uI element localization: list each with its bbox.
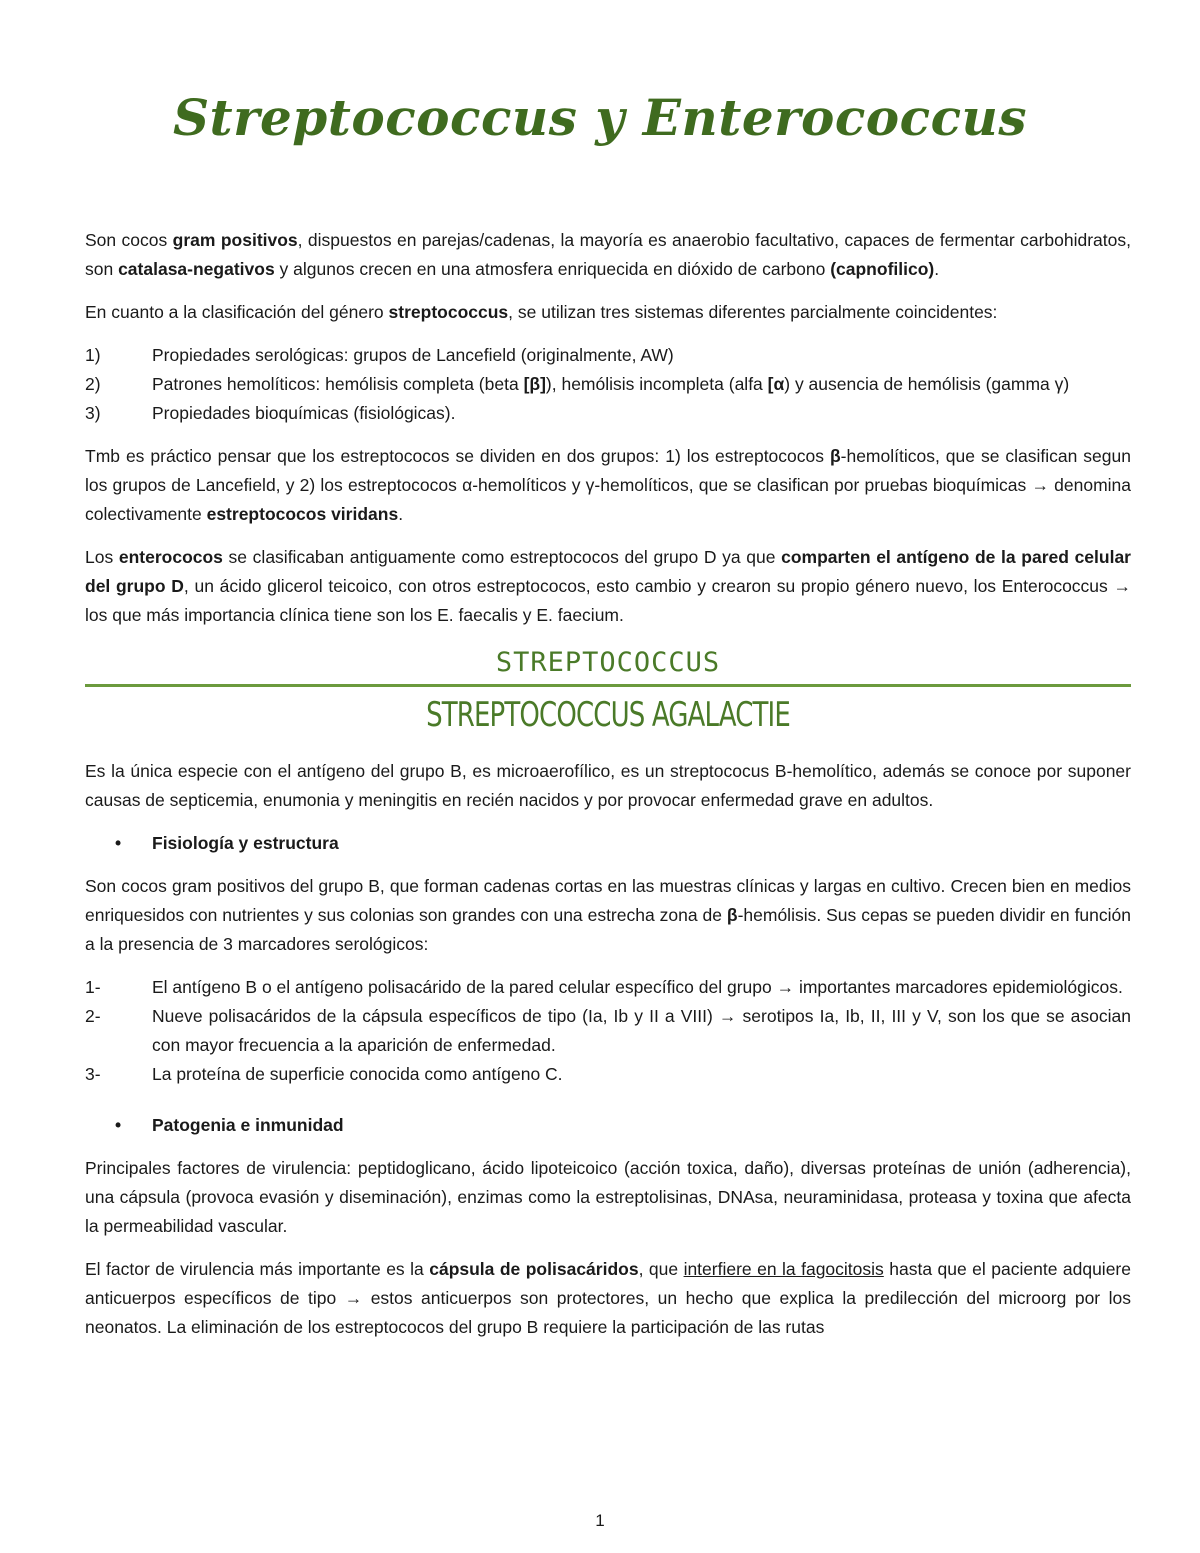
list-item: 2- Nueve polisacáridos de la cápsula específicos de tipo (Ia, Ib y II a VIII) → serotipos Ia, Ib, II, III y V, son los que se asocian con mayor frecuencia a la aparición de enfermedad. bbox=[85, 1006, 1131, 1055]
markers-list bbox=[85, 973, 1131, 1089]
virulence-paragraph: Principales factores de virulencia: peptidoglicano, ácido lipoteicoico (acción toxica, daño), diversas proteínas de unión (adherencia), una cápsula (provoca evasión y diseminación), enzimas como la estreptolisinas, DNAsa, neuraminidasa, proteasa y toxina que afecta la permeabilidad vascular. bbox=[85, 1158, 1131, 1236]
physiology-paragraph: Son cocos gram positivos del grupo B, que forman cadenas cortas en las muestras clínicas y largas en cultivo. Crecen bien en medios enriquesidos con nutrientes y sus colonias son grandes con una estrecha zona de β-hemólisis. Sus cepas se pueden dividir en función a la presencia de 3 marcadores serológicos: bbox=[85, 876, 1131, 954]
section-heading: STREPTOCOCCUS bbox=[495, 647, 721, 678]
document-title: Streptococcus y Enterococcus bbox=[172, 88, 1028, 147]
list-item: 1) Propiedades serológicas: grupos de Lancefield (originalmente, AW) bbox=[85, 345, 674, 365]
classification-list bbox=[85, 341, 1131, 428]
enterococos-paragraph: Los enterococos se clasificaban antiguamente como estreptococos del grupo D ya que comparten el antígeno de la pared celular del grupo D, un ácido glicerol teicoico, con otros estreptococos, esto cambio y crearon su propio género nuevo, los Enterococcus → los que más importancia clínica tiene son los E. faecalis y E. faecium. bbox=[85, 547, 1131, 625]
classification-paragraph: En cuanto a la clasificación del género streptococcus, se utilizan tres sistemas diferentes parcialmente coincidentes: bbox=[85, 302, 998, 322]
intro-paragraph: Son cocos gram positivos, dispuestos en parejas/cadenas, la mayoría es anaerobio facultativo, capaces de fermentar carbohidratos, son catalasa-negativos y algunos crecen en una atmosfera enriquecida en dióxido de carbono (capnofilico). bbox=[85, 230, 1131, 279]
list-item: 2) Patrones hemolíticos: hemólisis completa (beta [β]), hemólisis incompleta (alfa [α) y ausencia de hemólisis (gamma γ) bbox=[85, 374, 1070, 394]
capsule-paragraph: El factor de virulencia más importante es la cápsula de polisacáridos, que interfiere en la fagocitosis hasta que el paciente adquiere anticuerpos específicos de tipo → estos anticuerpos son protectores, un hecho que explica la predilección del microorg por los neonatos. La eliminación de los estreptococos del grupo B requiere la participación de las rutas bbox=[85, 1259, 1131, 1337]
bullet-icon: • bbox=[115, 833, 122, 853]
list-item: 1- El antígeno B o el antígeno polisacárido de la pared celular específico del grupo → importantes marcadores epidemiológicos. bbox=[85, 977, 1123, 997]
bullet-list bbox=[85, 1111, 1131, 1140]
subsection-heading: STREPTOCOCCUS AGALACTIE bbox=[426, 695, 790, 735]
bullet-heading: • Patogenia e inmunidad bbox=[85, 1111, 1131, 1140]
section-divider bbox=[85, 684, 1131, 687]
agalactie-paragraph: Es la única especie con el antígeno del grupo B, es microaerofílico, es un streptococus B-hemolítico, además se conoce por suponer causas de septicemia, enumonia y meningitis en recién nacidos y por provocar enfermedad grave en adultos. bbox=[85, 761, 1131, 810]
groups-paragraph: Tmb es práctico pensar que los estreptococos se dividen en dos grupos: 1) los estreptococos β-hemolíticos, que se clasifican segun los grupos de Lancefield, y 2) los estreptococos α-hemolíticos y γ-hemolíticos, que se clasifican por pruebas bioquímicas → denomina colectivamente estreptococos viridans. bbox=[85, 446, 1131, 524]
list-item: 3) Propiedades bioquímicas (fisiológicas). bbox=[85, 403, 456, 423]
bullet-icon: • bbox=[115, 1115, 122, 1135]
document-body bbox=[85, 226, 1131, 1356]
page-number: 1 bbox=[595, 1511, 605, 1530]
bullet-list bbox=[85, 829, 1131, 858]
bullet-heading: • Fisiología y estructura bbox=[85, 829, 1131, 858]
list-item: 3- La proteína de superficie conocida como antígeno C. bbox=[85, 1064, 563, 1084]
